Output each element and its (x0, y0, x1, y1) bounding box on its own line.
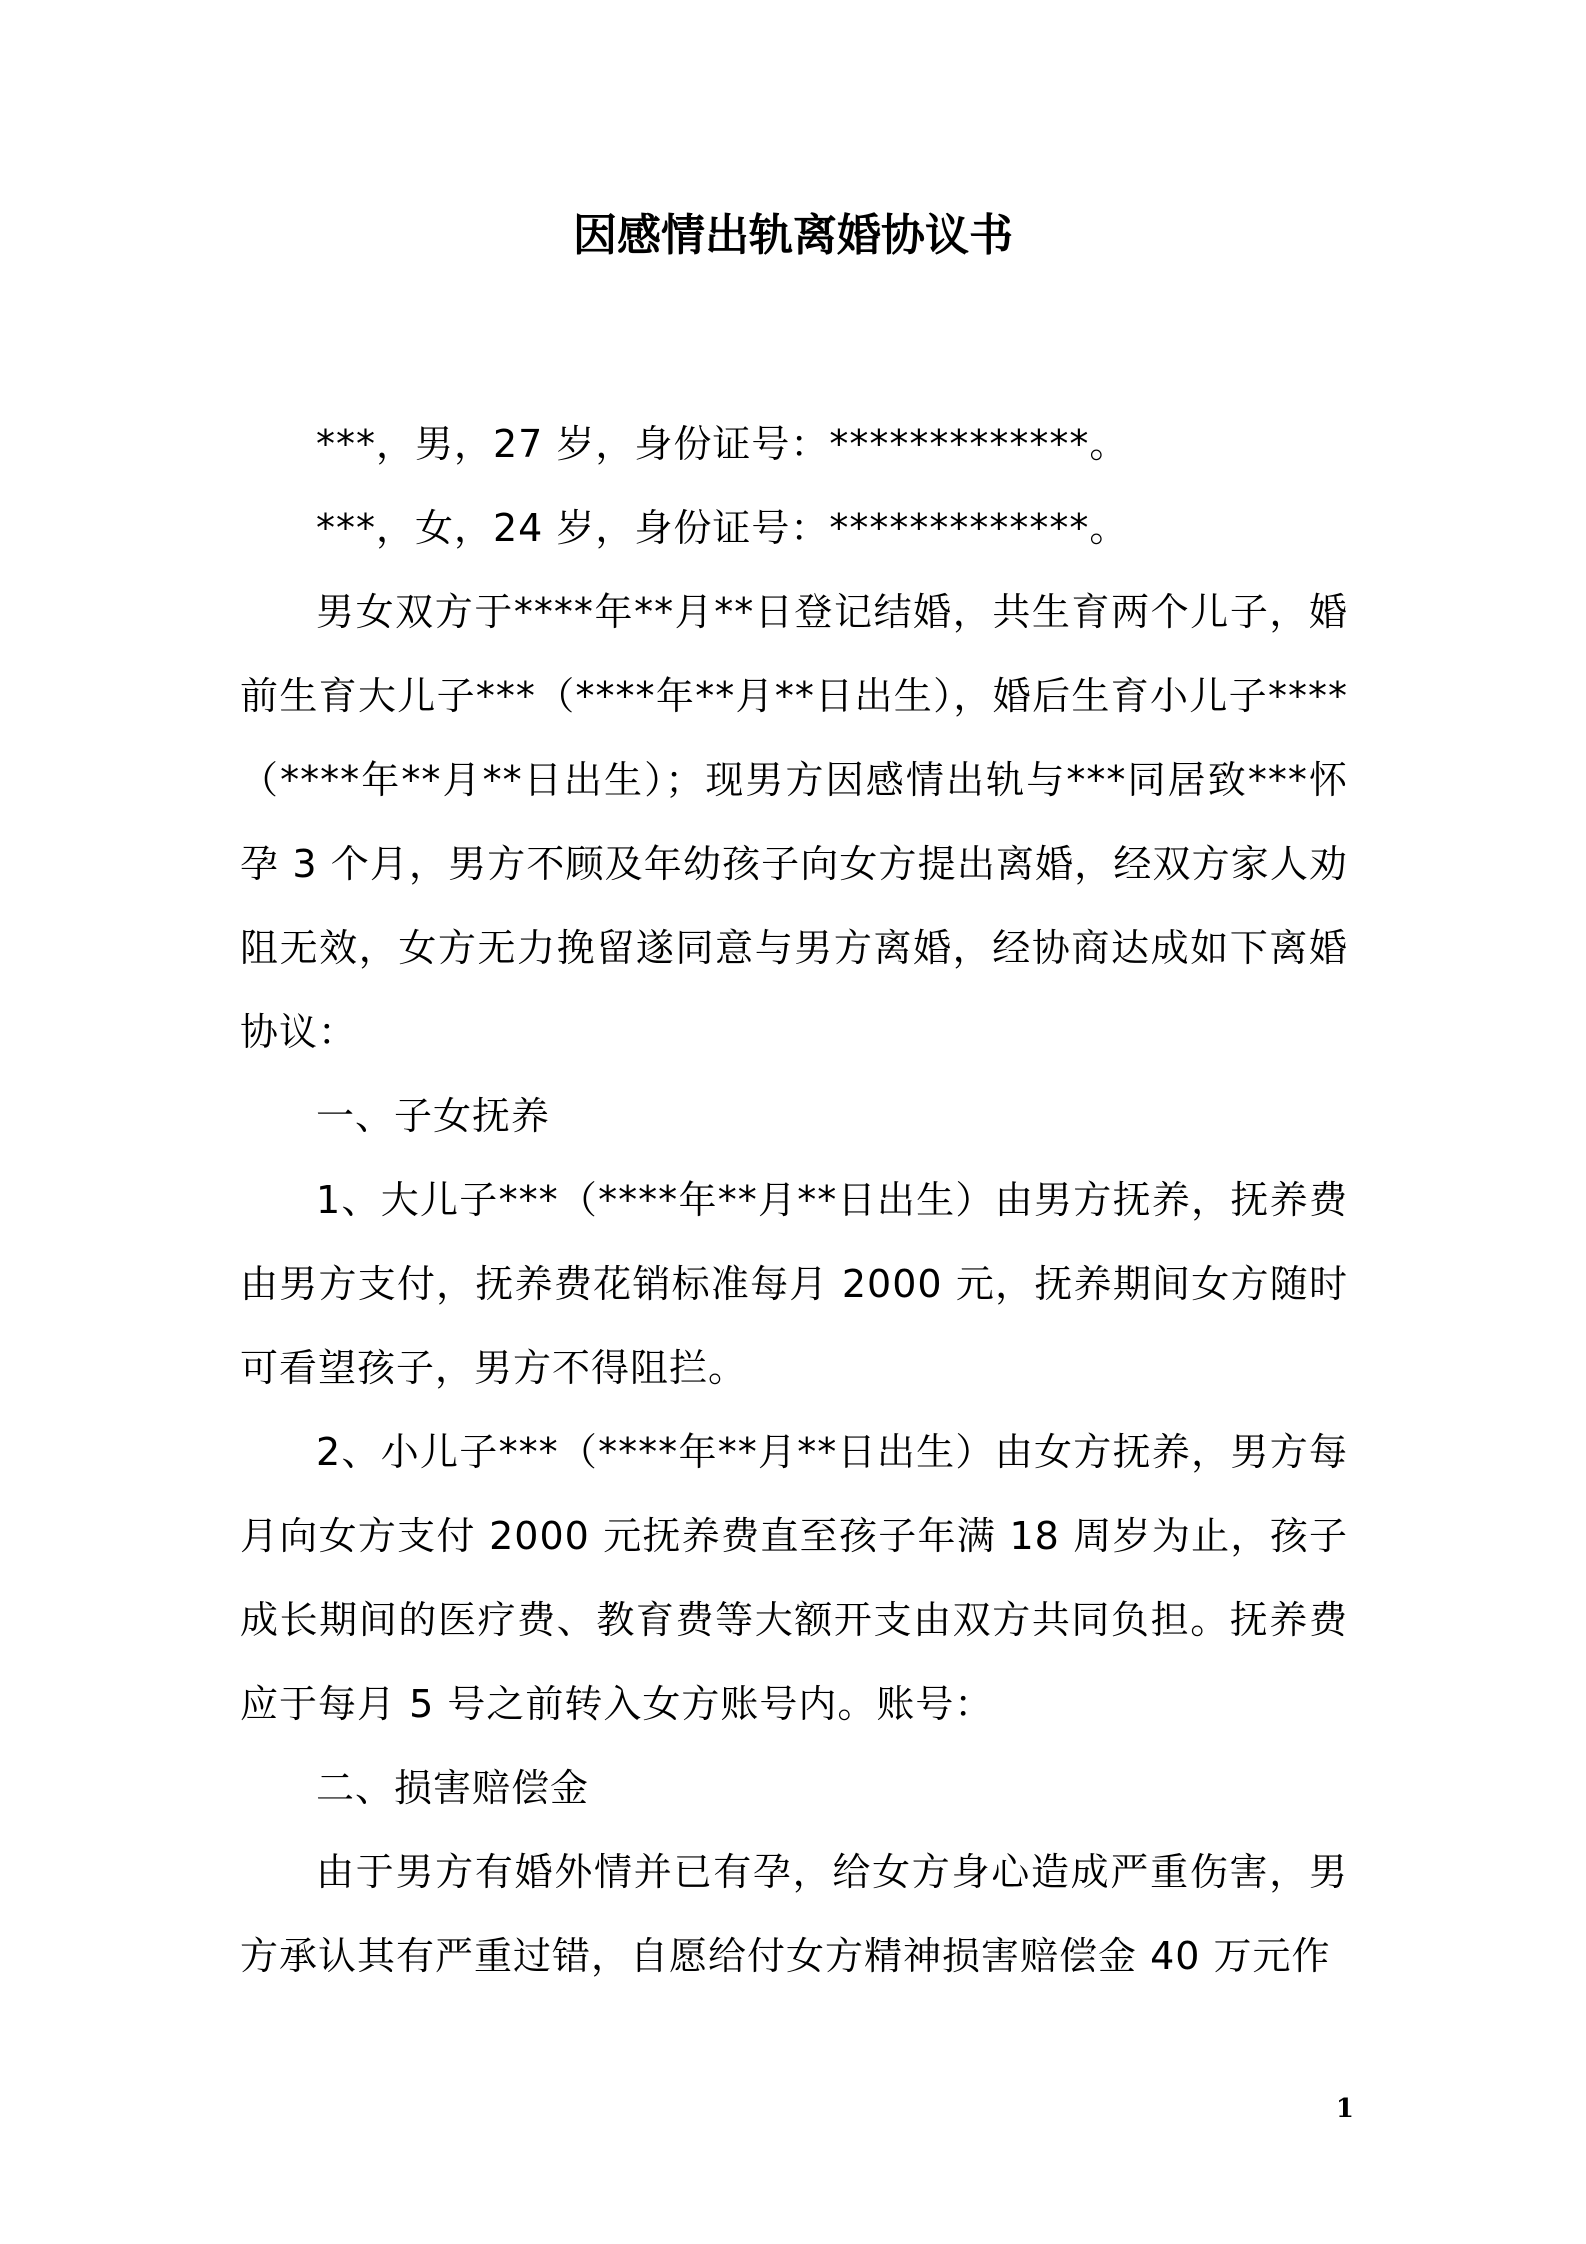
party-male-info: ***，男，27 岁，身份证号：*************。 (316, 422, 1129, 466)
background-paragraph: 男女双方于****年**月**日登记结婚，共生育两个儿子，婚前生育大儿子***（****年**月**日出生），婚后生育小儿子****（****年**月**日出生）；现男方因感情出轨与***同居致***怀孕 3 个月，男方不顾及年幼孩子向女方提出离婚，经双方家人劝阻无效，女方无力挽留遂同意与男方离婚，经协商达成如下离婚协议： (240, 590, 1348, 1054)
document-body (240, 402, 1348, 1998)
page-number: 1 (1335, 2094, 1354, 2124)
document-title: 因感情出轨离婚协议书 (573, 210, 1013, 261)
compensation-paragraph: 由于男方有婚外情并已有孕，给女方身心造成严重伤害，男方承认其有严重过错，自愿给付女方精神损害赔偿金 40 万元作 (240, 1850, 1348, 1978)
custody-clause-1: 1、大儿子***（****年**月**日出生）由男方抚养，抚养费由男方支付，抚养费花销标准每月 2000 元，抚养期间女方随时可看望孩子，男方不得阻拦。 (240, 1178, 1348, 1390)
section-heading-child-custody: 一、子女抚养 (316, 1094, 551, 1138)
section-heading-compensation: 二、损害赔偿金 (316, 1766, 590, 1810)
custody-clause-2: 2、小儿子***（****年**月**日出生）由女方抚养，男方每月向女方支付 2000 元抚养费直至孩子年满 18 周岁为止，孩子成长期间的医疗费、教育费等大额开支由双方共同负担。抚养费应于每月 5 号之前转入女方账号内。账号： (240, 1430, 1348, 1726)
party-female-info: ***，女，24 岁，身份证号：*************。 (316, 506, 1129, 550)
